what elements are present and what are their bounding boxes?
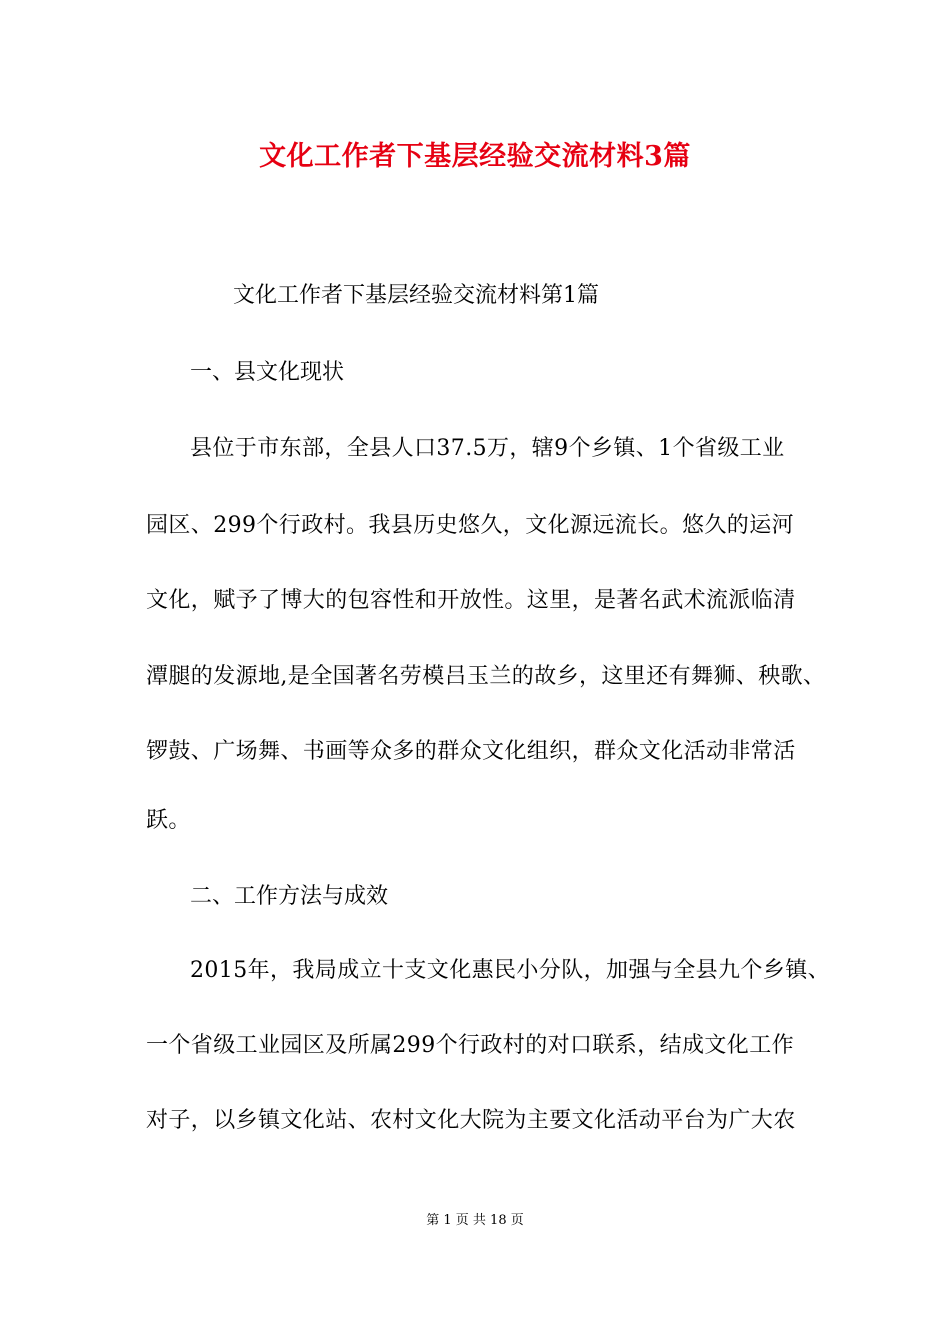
paragraph-line: 对子，以乡镇文化站、农村文化大院为主要文化活动平台为广大农 [146, 1108, 796, 1133]
paragraph-line: 一个省级工业园区及所属299个行政村的对口联系，结成文化工作 [146, 1033, 794, 1058]
paragraph-line: 园区、299个行政村。我县历史悠久，文化源远流长。悠久的运河 [146, 513, 794, 538]
document-title: 文化工作者下基层经验交流材料3篇 [259, 141, 691, 172]
paragraph-line: 2015年，我局成立十支文化惠民小分队，加强与全县九个乡镇、 [190, 958, 830, 983]
paragraph-line: 锣鼓、广场舞、书画等众多的群众文化组织，群众文化活动非常活 [146, 739, 796, 764]
paragraph-line: 潭腿的发源地,是全国著名劳模吕玉兰的故乡，这里还有舞狮、秧歌、 [146, 664, 826, 689]
article-subtitle: 文化工作者下基层经验交流材料第1篇 [233, 283, 599, 308]
page-number-footer: 第 1 页 共 18 页 [426, 1213, 524, 1228]
section-2-heading: 二、工作方法与成效 [190, 884, 389, 909]
paragraph-line: 跃。 [146, 808, 191, 833]
section-1-heading: 一、县文化现状 [190, 360, 345, 385]
paragraph-line: 文化，赋予了博大的包容性和开放性。这里，是著名武术流派临清 [146, 588, 796, 613]
paragraph-line: 县位于市东部，全县人口37.5万，辖9个乡镇、1个省级工业 [190, 436, 785, 461]
